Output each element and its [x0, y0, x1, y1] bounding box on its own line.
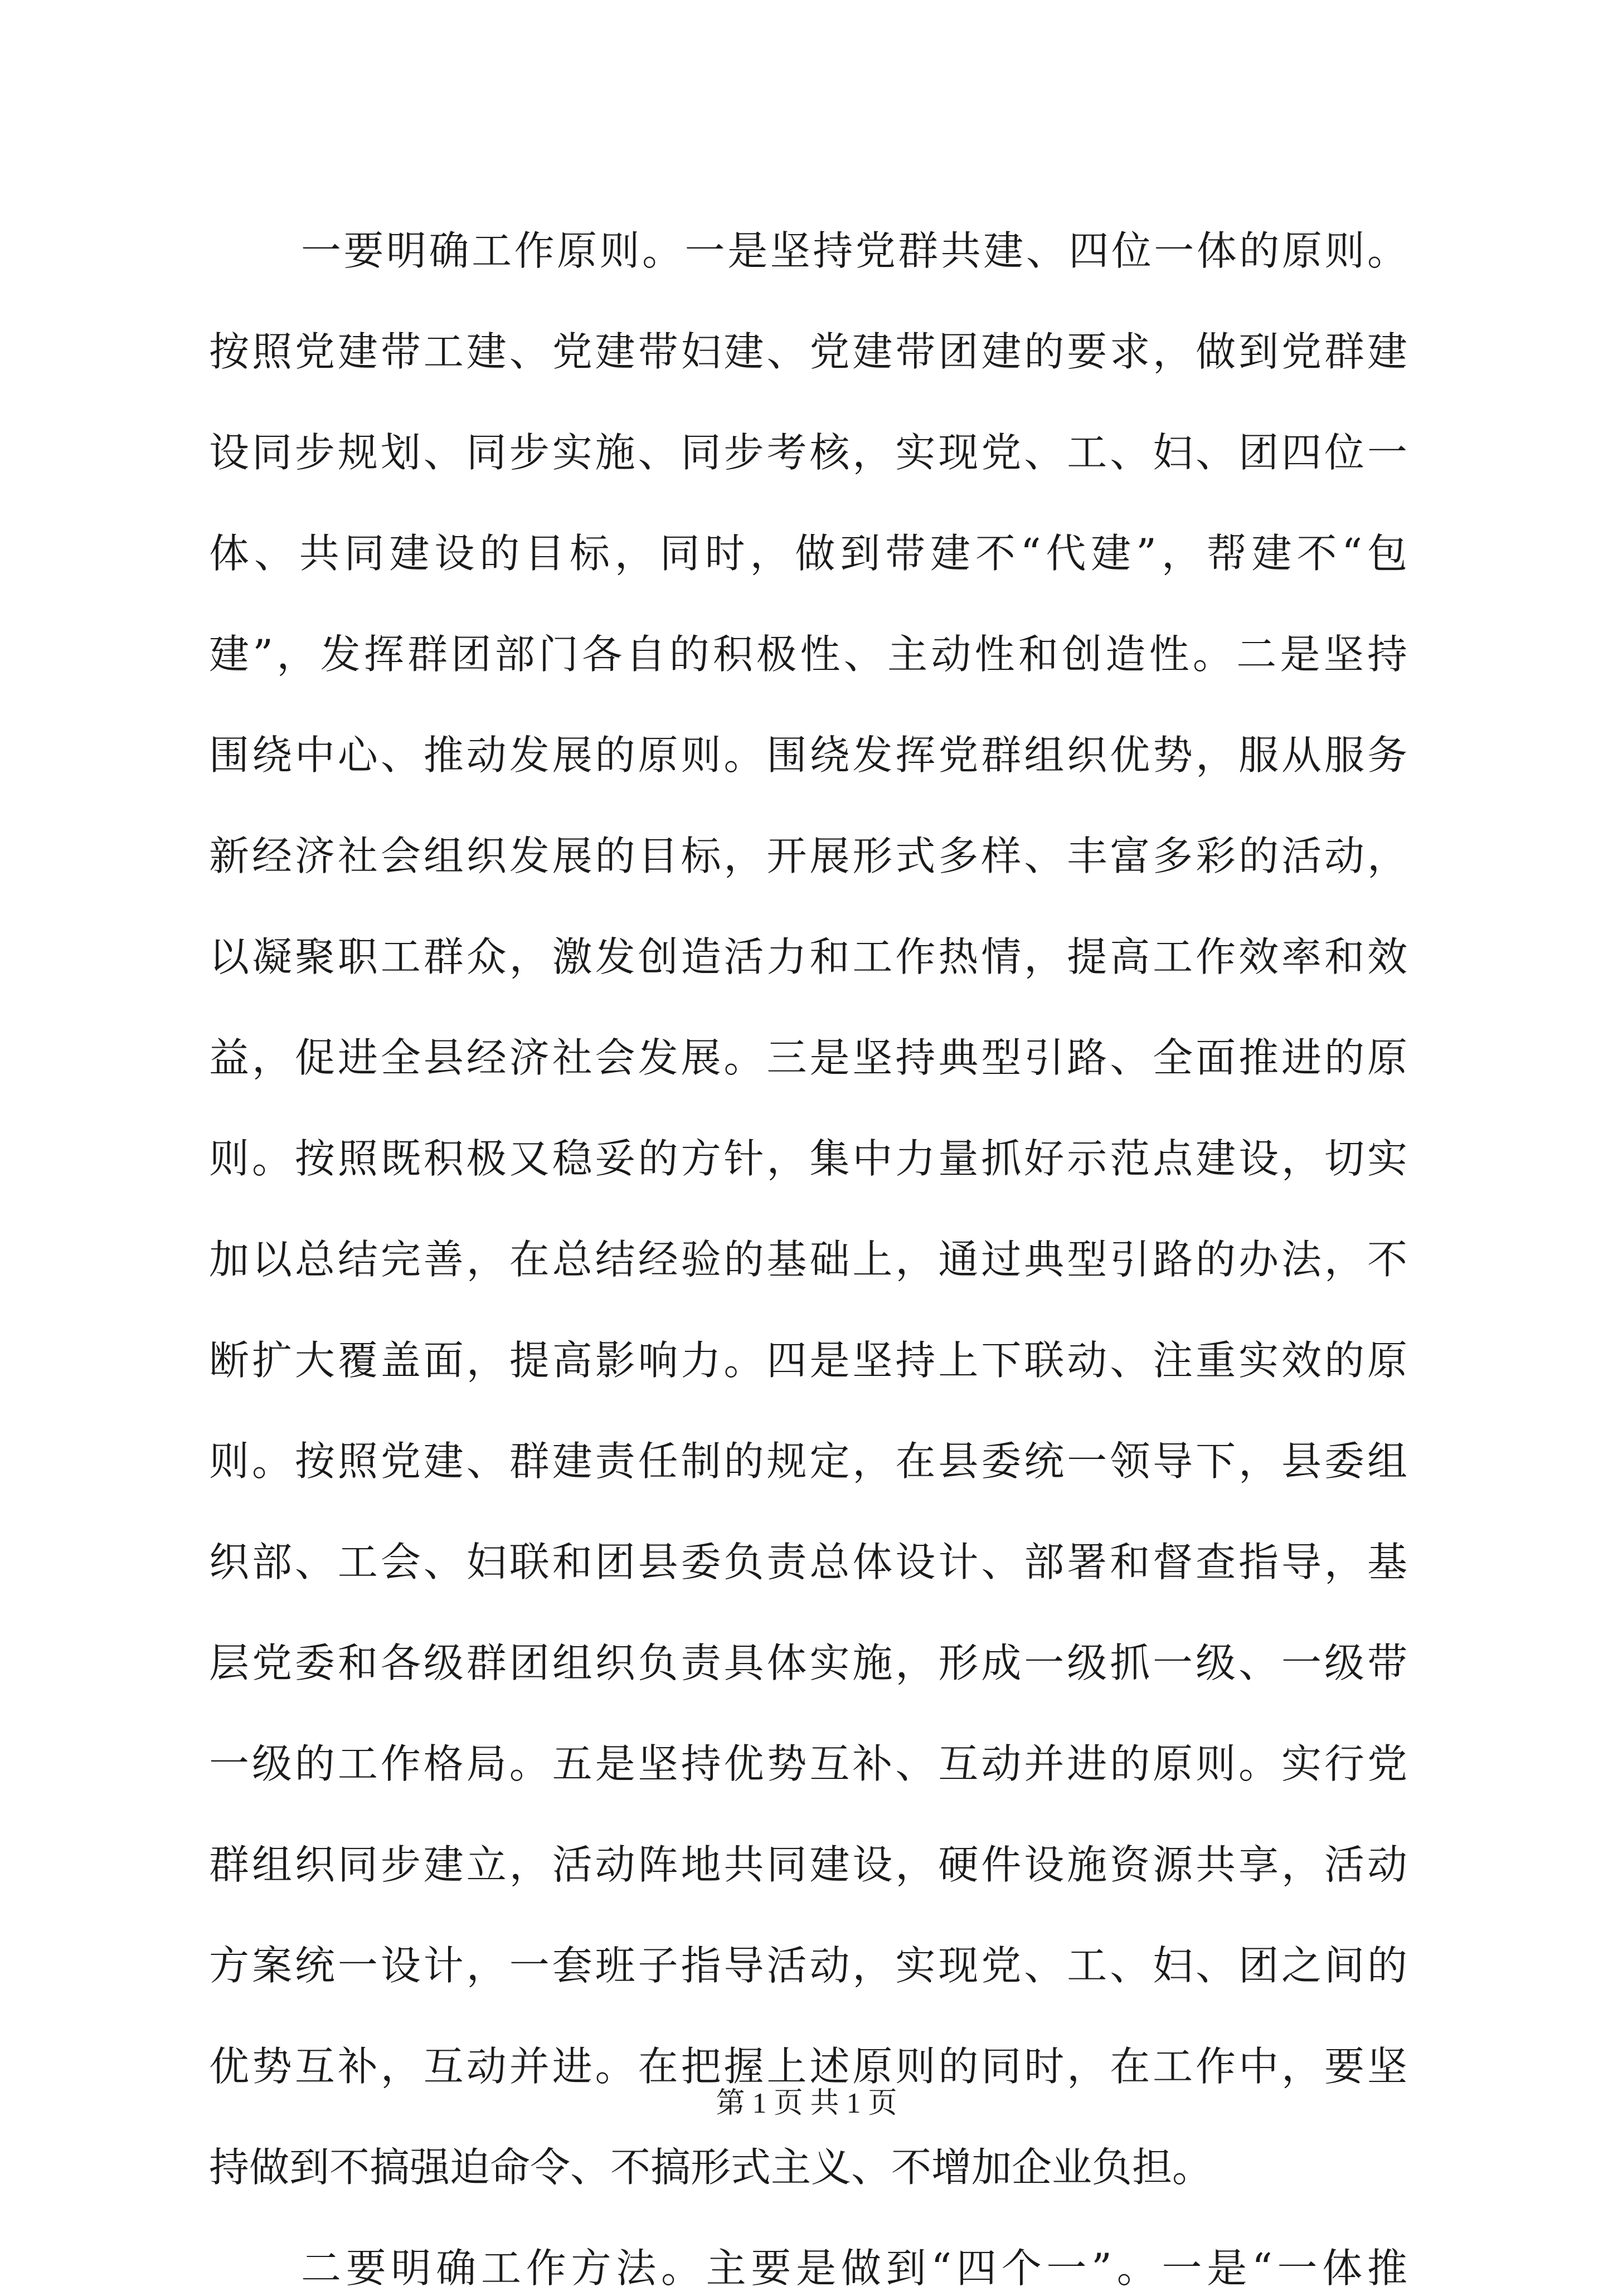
paragraph-line: 优势互补，互动并进。在把握上述原则的同时，在工作中，要坚 [209, 2043, 1407, 2090]
paragraph-line: 益，促进全县经济社会发展。三是坚持典型引路、全面推进的原 [209, 1034, 1407, 1081]
paragraph-line: 则。按照既积极又稳妥的方针，集中力量抓好示范点建设，切实 [209, 1135, 1407, 1182]
paragraph-line: 按照党建带工建、党建带妇建、党建带团建的要求，做到党群建 [209, 328, 1407, 375]
paragraph-line: 二要明确工作方法。主要是做到“四个一”。一是“一体推 [301, 2245, 1407, 2292]
paragraph-line: 以凝聚职工群众，激发创造活力和工作热情，提高工作效率和效 [209, 933, 1407, 980]
paragraph-line: 体、共同建设的目标，同时，做到带建不“代建”，帮建不“包 [209, 530, 1407, 577]
paragraph-line: 新经济社会组织发展的目标，开展形式多样、丰富多彩的活动， [209, 833, 1407, 879]
paragraph-line: 持做到不搞强迫命令、不搞形式主义、不增加企业负担。 [209, 2144, 1213, 2191]
paragraph-line: 断扩大覆盖面，提高影响力。四是坚持上下联动、注重实效的原 [209, 1337, 1407, 1384]
paragraph-line: 加以总结完善，在总结经验的基础上，通过典型引路的办法，不 [209, 1236, 1407, 1283]
paragraph-line: 围绕中心、推动发展的原则。围绕发挥党群组织优势，服从服务 [209, 732, 1407, 779]
paragraph-line: 则。按照党建、群建责任制的规定，在县委统一领导下，县委组 [209, 1438, 1407, 1485]
paragraph-line: 设同步规划、同步实施、同步考核，实现党、工、妇、团四位一 [209, 429, 1407, 476]
paragraph-line: 方案统一设计，一套班子指导活动，实现党、工、妇、团之间的 [209, 1942, 1407, 1989]
paragraph-line: 建”，发挥群团部门各自的积极性、主动性和创造性。二是坚持 [209, 631, 1407, 678]
paragraph-line: 一要明确工作原则。一是坚持党群共建、四位一体的原则。 [301, 227, 1407, 274]
paragraph-line: 织部、工会、妇联和团县委负责总体设计、部署和督查指导，基 [209, 1539, 1407, 1585]
paragraph-line: 群组织同步建立，活动阵地共同建设，硬件设施资源共享，活动 [209, 1841, 1407, 1888]
paragraph-line: 层党委和各级群团组织负责具体实施，形成一级抓一级、一级带 [209, 1640, 1407, 1686]
page-number-footer: 第 1 页 共 1 页 [716, 2088, 897, 2119]
paragraph-line: 一级的工作格局。五是坚持优势互补、互动并进的原则。实行党 [209, 1740, 1407, 1787]
